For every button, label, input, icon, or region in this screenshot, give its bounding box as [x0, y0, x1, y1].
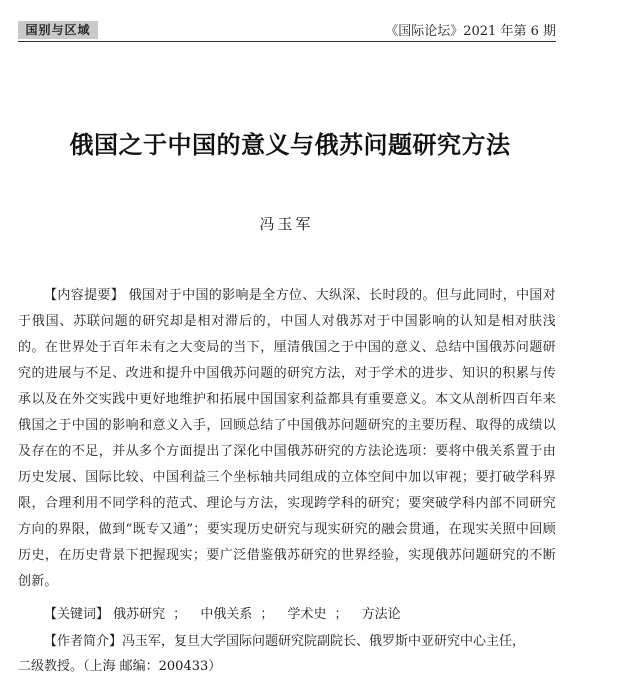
keyword-item: 中俄关系 [200, 607, 253, 622]
header-rule [18, 41, 556, 42]
keyword-item: 学术史 [287, 607, 327, 622]
abstract-text: 俄国对于中国的影响是全方位、大纵深、长时段的。但与此同时，中国对于俄国、苏联问题的研究却是相对滞后的，中国人对俄苏对于中国影响的认知是相对肤浅的。在世界处于百年未有之大变局的当下，厘清俄国之于中国的意义、总结中国俄苏问题研究的进展与不足、改进和提升中国俄苏问题的研究方法，对于学术的进步、知识的积累与传承以及在外交实践中更好地维护和拓展中国国家利益都具有重要意义。本文从剖析四百年来俄国之于中国的影响和意义入手，回顾总结了中国俄苏问题研究的主要历程、取得的成绩以及存在的不足，并从多个方面提出了深化中国俄苏研究的方法论选项：要将中俄关系置于由历史发展、国际比较、中国利益三个坐标轴共同组成的立体空间中加以审视；要打破学科界限，合理利用不同学科的范式、理论与方法，实现跨学科的研究；要突破学科内部不同研究方向的界限，做到“既专又通”；要实现历史研究与现实研究的融会贯通，在现实关照中回顾历史，在历史背景下把握现实；要广泛借鉴俄苏研究的世界经验，实现俄苏问题研究的不断创新。 [18, 288, 556, 589]
author-bio-continuation: 二级教授。（上海 邮编：200433） [18, 659, 222, 674]
section-tag: 国别与区域 [18, 21, 98, 39]
author-bio-text: 冯玉军，复旦大学国际问题研究院副院长、俄罗斯中亚研究中心主任， [122, 634, 526, 649]
keyword-item: 方法论 [361, 607, 401, 622]
keyword-separator: ； [173, 607, 187, 622]
author-bio [44, 630, 525, 649]
journal-citation: 《国际论坛》2021 年第 6 期 [385, 24, 556, 39]
article-title: 俄国之于中国的意义与俄苏问题研究方法 [69, 131, 511, 159]
keyword-item: 俄苏研究 [113, 607, 166, 622]
keywords-label: 【关键词】 [44, 607, 110, 622]
article-author: 冯玉军 [259, 215, 314, 233]
abstract-label: 【内容提要】 [44, 288, 125, 303]
keywords [44, 603, 409, 622]
keyword-separator: ； [334, 607, 348, 622]
abstract [18, 283, 556, 595]
keyword-separator: ； [260, 607, 274, 622]
author-bio-label: 【作者简介】 [44, 634, 123, 649]
